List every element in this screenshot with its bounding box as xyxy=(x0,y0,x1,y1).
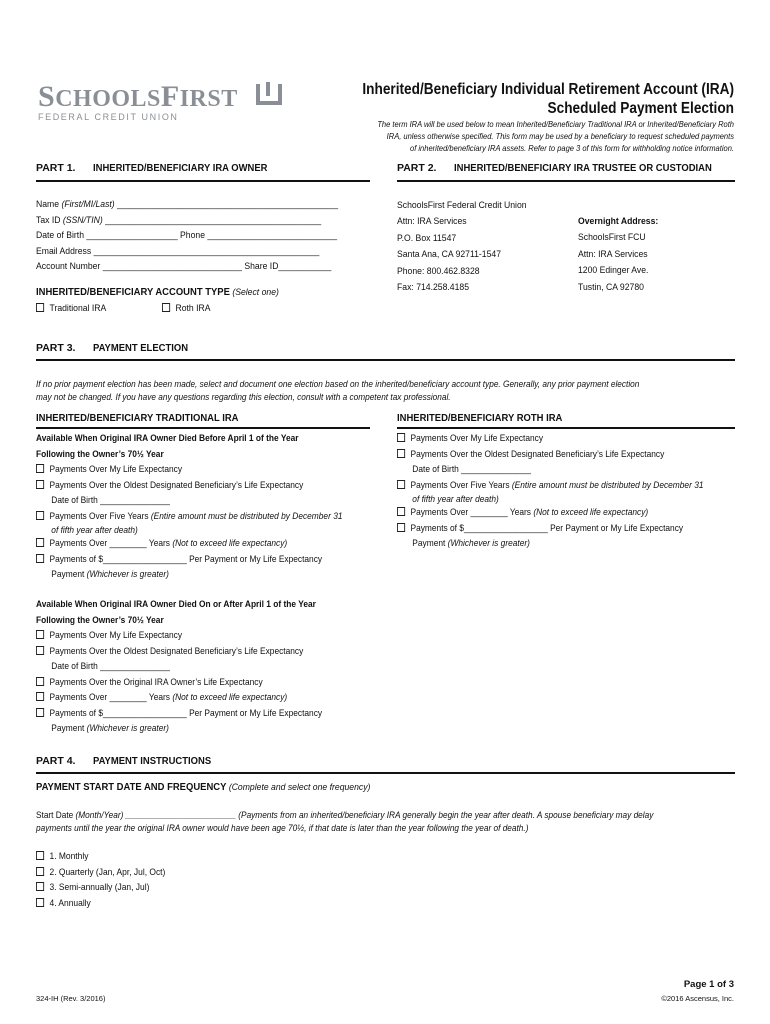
checkbox[interactable] xyxy=(397,449,405,458)
trad-before-life-option[interactable]: Payments Over My Life Expectancy xyxy=(36,462,343,478)
checkbox[interactable] xyxy=(36,538,44,547)
page-number: Page 1 of 3 xyxy=(683,979,734,990)
form-intro: The term IRA will be used below to mean Inherited/Beneficiary Traditional IRA or Inherited/Beneficiary Roth IRA, unless otherwise specified. This form may be used by a beneficiary to request scheduled payments of inherited/beneficiary IRA assets. Refer to page 3 of this form for withholding notice information. xyxy=(377,119,734,153)
form-number: 324-IH (Rev. 3/2016) xyxy=(36,994,106,1003)
roth-five-option[interactable]: Payments Over Five Years (Entire amount must be distributed by December 31 xyxy=(397,478,704,494)
custodian-address: SchoolsFirst Federal Credit Union Attn: IRA Services P.O. Box 11547 Santa Ana, CA 92711-1547 Phone: 800.462.8328 Fax: 714.258.4185 xyxy=(397,200,527,294)
checkbox[interactable] xyxy=(36,554,44,563)
traditional-section-title: INHERITED/BENEFICIARY TRADITIONAL IRA xyxy=(36,412,239,424)
checkbox[interactable] xyxy=(36,677,44,686)
part2-rule xyxy=(397,180,735,182)
roth-oldest-option[interactable]: Payments Over the Oldest Designated Beneficiary’s Life Expectancy xyxy=(397,447,704,463)
trad-before-oldest-option[interactable]: Payments Over the Oldest Designated Beneficiary’s Life Expectancy xyxy=(36,478,343,494)
logo-wordmark: SCHOOLSFIRST xyxy=(38,80,238,113)
taxid-field[interactable]: Tax ID (SSN/TIN) _____________________________________________ xyxy=(36,214,322,226)
checkbox[interactable] xyxy=(36,851,44,860)
roth-amount-option[interactable]: Payments of $__________________ Per Payment or My Life Expectancy xyxy=(397,521,704,537)
trad-before-years-option[interactable]: Payments Over ________ Years (Not to exceed life expectancy) xyxy=(36,536,343,552)
checkbox[interactable] xyxy=(36,511,44,520)
part1-label: PART 1. xyxy=(36,162,76,174)
checkbox[interactable] xyxy=(36,646,44,655)
trad-after-original-option[interactable]: Payments Over the Original IRA Owner’s Life Expectancy xyxy=(36,675,322,691)
roth-section-title: INHERITED/BENEFICIARY ROTH IRA xyxy=(397,412,563,424)
trad-before-five-option[interactable]: Payments Over Five Years (Entire amount must be distributed by December 31 xyxy=(36,509,343,525)
trad-after-dob[interactable]: Date of Birth _______________ xyxy=(51,661,170,671)
part2-title: INHERITED/BENEFICIARY IRA TRUSTEE OR CUSTODIAN xyxy=(454,162,712,174)
frequency-monthly[interactable]: 1. Monthly xyxy=(36,848,165,864)
part3-label: PART 3. xyxy=(36,342,76,354)
email-field[interactable]: Email Address _______________________________________________ xyxy=(36,245,320,257)
trad-before-amount-option[interactable]: Payments of $__________________ Per Payment or My Life Expectancy xyxy=(36,552,343,568)
checkbox[interactable] xyxy=(36,708,44,717)
logo-subtitle: FEDERAL CREDIT UNION xyxy=(38,112,179,122)
roth-life-option[interactable]: Payments Over My Life Expectancy xyxy=(397,431,704,447)
roth-ira-option[interactable]: Roth IRA xyxy=(162,301,211,317)
roth-rule xyxy=(397,427,735,429)
traditional-after-block: Available When Original IRA Owner Died On or After April 1 of the Year Following the Owner’s 70½ Year Payments Over My Life Expectancy Payments Over the Oldest Designated Beneficiary’s Life Expectancy Date of Birth _______________ Payments Over the Original IRA Owner’s Life Expectancy Payments Over ________ Years (Not to exceed life expectancy) Payments of $__________________ Per Payment or My Life Expectancy Payment (Whichever is greater) xyxy=(36,599,323,733)
checkbox[interactable] xyxy=(36,480,44,489)
roth-dob[interactable]: Date of Birth _______________ xyxy=(412,464,531,474)
trad-after-oldest-option[interactable]: Payments Over the Oldest Designated Beneficiary’s Life Expectancy xyxy=(36,644,322,660)
part2-label: PART 2. xyxy=(397,162,437,174)
logo-mark-icon xyxy=(252,80,288,108)
trad-after-amount-option[interactable]: Payments of $__________________ Per Payment or My Life Expectancy xyxy=(36,706,322,722)
checkbox[interactable] xyxy=(36,630,44,639)
trad-after-life-option[interactable]: Payments Over My Life Expectancy xyxy=(36,628,322,644)
frequency-quarterly[interactable]: 2. Quarterly (Jan, Apr, Jul, Oct) xyxy=(36,864,165,880)
checkbox[interactable] xyxy=(397,480,405,489)
checkbox[interactable] xyxy=(36,464,44,473)
checkbox[interactable] xyxy=(36,692,44,701)
account-type-heading: INHERITED/BENEFICIARY ACCOUNT TYPE (Select one) xyxy=(36,286,279,298)
trad-before-dob[interactable]: Date of Birth _______________ xyxy=(51,495,170,505)
part3-title: PAYMENT ELECTION xyxy=(93,342,189,354)
traditional-ira-checkbox[interactable] xyxy=(36,303,44,312)
overnight-address: Overnight Address: SchoolsFirst FCU Attn: IRA Services 1200 Edinger Ave. Tustin, CA 92780 xyxy=(578,216,659,293)
part1-rule xyxy=(36,180,370,182)
copyright: ©2016 Ascensus, Inc. xyxy=(661,994,734,1003)
checkbox[interactable] xyxy=(36,898,44,907)
checkbox[interactable] xyxy=(397,507,405,516)
frequency-heading: PAYMENT START DATE AND FREQUENCY (Complete and select one frequency) xyxy=(36,781,371,793)
part3-rule xyxy=(36,359,735,361)
part1-fields xyxy=(36,197,338,275)
checkbox[interactable] xyxy=(397,523,405,532)
form-title: Inherited/Beneficiary Individual Retirement Account (IRA) Scheduled Payment Election xyxy=(362,81,734,117)
traditional-ira-option[interactable]: Traditional IRA xyxy=(36,301,106,317)
start-date-field[interactable]: Start Date (Month/Year) ________________________ (Payments from an inherited/beneficiary IRA generally begin the year after death. A spouse beneficiary may delay payments until the year the original IRA owner would have been age 70½, if that date is later than the year following the year of death.) xyxy=(36,810,654,833)
traditional-rule xyxy=(36,427,370,429)
trad-after-years-option[interactable]: Payments Over ________ Years (Not to exceed life expectancy) xyxy=(36,690,322,706)
checkbox[interactable] xyxy=(36,882,44,891)
account-field[interactable]: Account Number _____________________________ Share ID___________ xyxy=(36,261,332,272)
part4-rule xyxy=(36,772,735,774)
traditional-before-block: Available When Original IRA Owner Died Before April 1 of the Year Following the Owner’s 70½ Year Payments Over My Life Expectancy Payments Over the Oldest Designated Beneficiary’s Life Expectancy Date of Birth _______________ Payments Over Five Years (Entire amount must be distributed by December 31 of fifth year after death) Payments Over ________ Years (Not to exceed life expectancy) Payments of $__________________ Per Payment or My Life Expectancy Payment (Whichever is greater) xyxy=(36,433,343,579)
roth-ira-checkbox[interactable] xyxy=(162,303,170,312)
frequency-annually[interactable]: 4. Annually xyxy=(36,895,165,911)
roth-years-option[interactable]: Payments Over ________ Years (Not to exceed life expectancy) xyxy=(397,505,704,521)
dob-phone-field[interactable]: Date of Birth ___________________ Phone ___________________________ xyxy=(36,230,338,241)
frequency-options xyxy=(36,848,165,910)
checkbox[interactable] xyxy=(397,433,405,442)
part4-title: PAYMENT INSTRUCTIONS xyxy=(93,755,212,767)
part1-title: INHERITED/BENEFICIARY IRA OWNER xyxy=(93,162,268,174)
name-field[interactable]: Name (First/MI/Last) ______________________________________________ xyxy=(36,199,338,210)
frequency-semiannually[interactable]: 3. Semi-annually (Jan, Jul) xyxy=(36,879,165,895)
checkbox[interactable] xyxy=(36,867,44,876)
roth-block: Payments Over My Life Expectancy Payments Over the Oldest Designated Beneficiary’s Life Expectancy Date of Birth _______________ Payments Over Five Years (Entire amount must be distributed by December 31 of fifth year after death) Payments Over ________ Years (Not to exceed life expectancy) Payments of $__________________ Per Payment or My Life Expectancy Payment (Whichever is greater) xyxy=(397,431,704,552)
part3-intro: If no prior payment election has been made, select and document one election based on the inherited/beneficiary account type. Generally, any prior payment election may not be changed. If you have any questions regarding this election, consult with a competent tax professional. xyxy=(36,379,640,402)
part4-label: PART 4. xyxy=(36,755,76,767)
